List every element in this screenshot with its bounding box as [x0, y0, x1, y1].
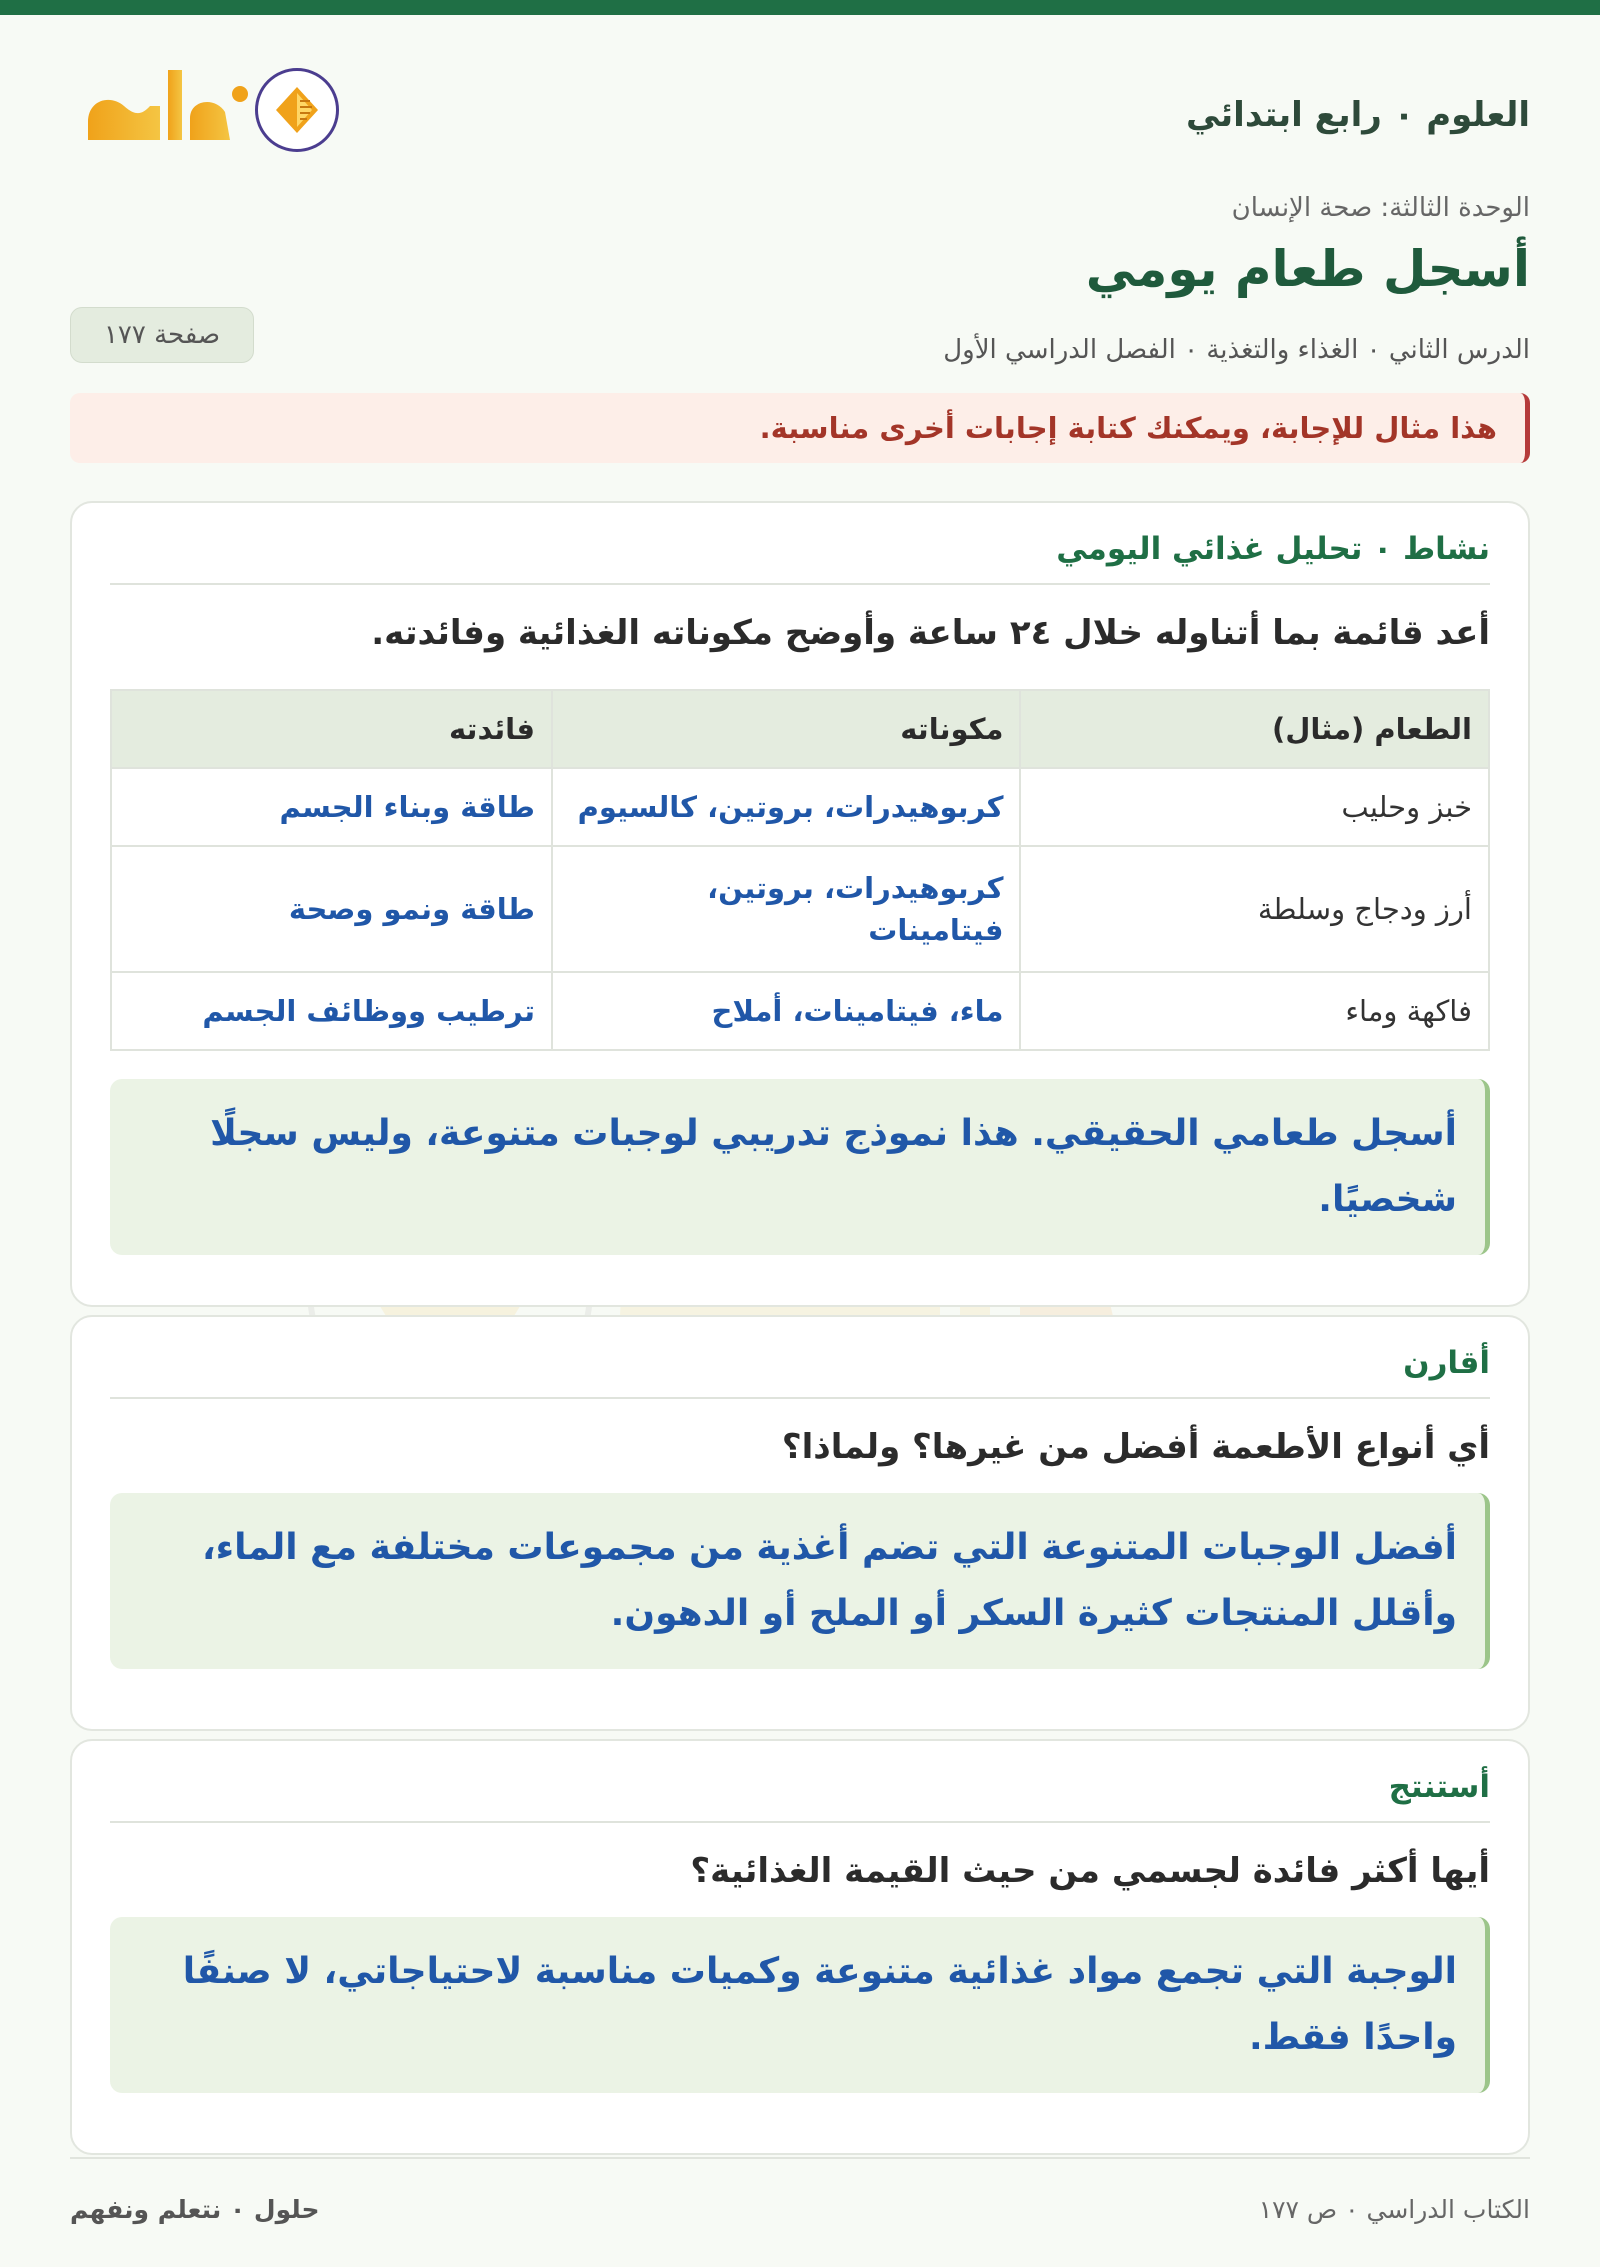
conclude-card — [70, 1739, 1530, 2155]
components-cell: كربوهيدرات، بروتين، فيتامينات — [552, 846, 1021, 972]
activity-heading: نشاط ٠ تحليل غذائي اليومي — [110, 531, 1490, 585]
compare-question: أي أنواع الأطعمة أفضل من غيرها؟ ولماذا؟ — [781, 1427, 1490, 1467]
table-row — [111, 768, 1489, 846]
components-cell: كربوهيدرات، بروتين، كالسيوم — [552, 768, 1021, 846]
benefit-cell: طاقة ونمو وصحة — [111, 846, 552, 972]
compare-answer: أفضل الوجبات المتنوعة التي تضم أغذية من مجموعات مختلفة مع الماء، وأقلل المنتجات كثيرة السكر أو الملح أو الدهون. — [110, 1493, 1490, 1669]
example-note: هذا مثال للإجابة، ويمكنك كتابة إجابات أخرى مناسبة. — [70, 393, 1530, 463]
conclude-question: أيها أكثر فائدة لجسمي من حيث القيمة الغذائية؟ — [690, 1851, 1490, 1891]
column-header-components: مكوناته — [552, 690, 1021, 768]
table-header-row — [111, 690, 1489, 768]
food-table — [110, 689, 1490, 1051]
book-icon — [255, 68, 339, 152]
activity-answer: أسجل طعامي الحقيقي. هذا نموذج تدريبي لوجبات متنوعة، وليس سجلًا شخصيًا. — [110, 1079, 1490, 1255]
conclude-answer: الوجبة التي تجمع مواد غذائية متنوعة وكميات مناسبة لاحتياجاتي، لا صنفًا واحدًا فقط. — [110, 1917, 1490, 2093]
lesson-meta: الدرس الثاني ٠ الغذاء والتغذية ٠ الفصل الدراسي الأول — [943, 335, 1530, 365]
activity-question: أعد قائمة بما أتناوله خلال ٢٤ ساعة وأوضح مكوناته الغذائية وفائدته. — [371, 613, 1490, 653]
table-row — [111, 972, 1489, 1050]
benefit-cell: ترطيب ووظائف الجسم — [111, 972, 552, 1050]
compare-heading: أقارن — [110, 1345, 1490, 1399]
footer-divider — [70, 2157, 1530, 2159]
subject-grade-title: العلوم ٠ رابع ابتدائي — [1186, 95, 1530, 135]
unit-label: الوحدة الثالثة: صحة الإنسان — [1231, 193, 1530, 223]
food-cell: فاكهة وماء — [1020, 972, 1489, 1050]
compare-card — [70, 1315, 1530, 1731]
activity-card — [70, 501, 1530, 1307]
column-header-food: الطعام (مثال) — [1020, 690, 1489, 768]
food-cell: أرز ودجاج وسلطة — [1020, 846, 1489, 972]
components-cell: ماء، فيتامينات، أملاح — [552, 972, 1021, 1050]
benefit-cell: طاقة وبناء الجسم — [111, 768, 552, 846]
footer-brand-slogan: حلول ٠ نتعلم ونفهم — [70, 2195, 320, 2224]
brand-logo[interactable] — [70, 60, 339, 160]
top-accent-bar — [0, 0, 1600, 15]
table-row — [111, 846, 1489, 972]
brand-wordmark — [80, 60, 255, 160]
page-number-badge: صفحة ١٧٧ — [70, 307, 254, 363]
page-title: أسجل طعام يومي — [1085, 240, 1530, 298]
page-header — [70, 15, 1530, 445]
footer-book-reference: الكتاب الدراسي ٠ ص ١٧٧ — [1258, 2195, 1530, 2224]
food-cell: خبز وحليب — [1020, 768, 1489, 846]
column-header-benefit: فائدته — [111, 690, 552, 768]
conclude-heading: أستنتج — [110, 1769, 1490, 1823]
